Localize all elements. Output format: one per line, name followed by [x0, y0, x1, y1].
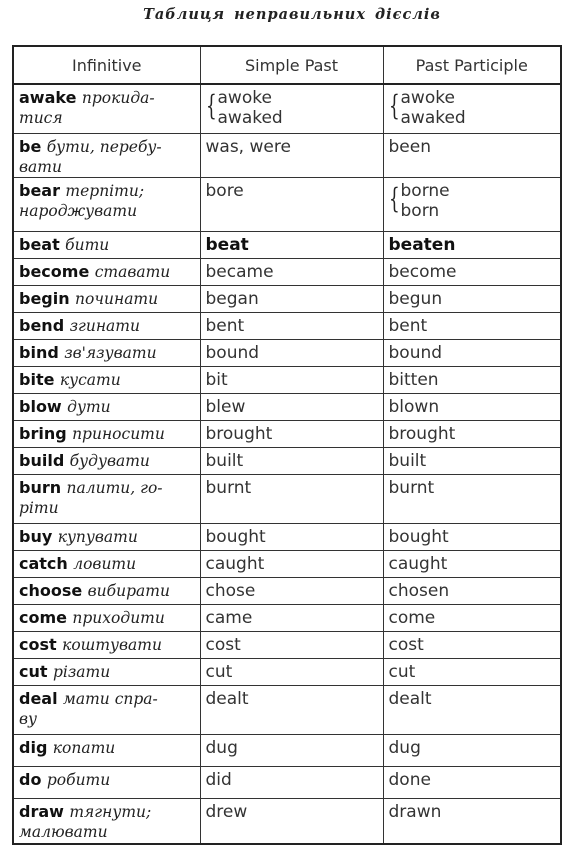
- verb-translation: починати: [75, 289, 159, 308]
- table-body: [14, 84, 560, 843]
- verb-infinitive: build: [19, 450, 65, 470]
- verb-translation-cont: ву: [19, 710, 38, 729]
- cell-simple-past: [200, 447, 383, 474]
- verb-form-variant: awoke: [400, 88, 455, 108]
- table-row: [14, 231, 560, 258]
- cell-past-participle: [383, 735, 560, 767]
- verb-form: burnt: [388, 477, 435, 498]
- verb-form: began: [205, 288, 259, 309]
- brace-glyph: {: [205, 89, 217, 122]
- cell-infinitive: [14, 420, 200, 447]
- verb-infinitive: bite: [19, 369, 55, 389]
- cell-past-participle: [383, 659, 560, 686]
- verb-infinitive: cost: [19, 635, 57, 655]
- cell-infinitive: [14, 133, 200, 177]
- table-row: [14, 632, 560, 659]
- cell-past-participle: [383, 551, 560, 578]
- cell-past-participle: [383, 285, 560, 312]
- verb-form: drawn: [388, 802, 442, 823]
- verb-translation: робити: [46, 771, 111, 790]
- verb-infinitive: choose: [19, 581, 83, 601]
- table-row: [14, 420, 560, 447]
- cell-simple-past: [200, 735, 383, 767]
- verb-translation: вибирати: [87, 582, 170, 601]
- cell-simple-past: [200, 177, 383, 231]
- verb-translation: ставати: [94, 262, 171, 281]
- irregular-verbs-table: [12, 45, 562, 845]
- verb-form: caught: [205, 554, 265, 575]
- cell-past-participle: [383, 799, 560, 843]
- verb-form: dug: [205, 738, 238, 759]
- verb-form-variant: born: [400, 200, 440, 221]
- verb-infinitive: become: [19, 261, 90, 281]
- verb-form-variant: awaked: [217, 108, 283, 128]
- cell-past-participle: [383, 578, 560, 605]
- verb-infinitive: cut: [19, 662, 48, 682]
- table-row: [14, 605, 560, 632]
- cell-infinitive: [14, 474, 200, 523]
- header-infinitive: Infinitive: [14, 47, 200, 84]
- table-row: [14, 524, 560, 551]
- verb-form: blown: [388, 396, 440, 417]
- cell-infinitive: [14, 84, 200, 133]
- cell-past-participle: [383, 312, 560, 339]
- verb-translation: приходити: [72, 609, 165, 628]
- verb-form-variant: borne: [400, 180, 450, 201]
- cell-simple-past: [200, 339, 383, 366]
- verb-form: came: [205, 608, 253, 629]
- cell-simple-past: [200, 258, 383, 285]
- cell-simple-past: [200, 474, 383, 523]
- cell-past-participle: [383, 258, 560, 285]
- verb-translation-cont: народжувати: [19, 201, 138, 220]
- verb-form: beat: [205, 234, 249, 255]
- verb-form: brought: [205, 423, 273, 444]
- cell-infinitive: [14, 366, 200, 393]
- verb-form: been: [388, 136, 431, 157]
- cell-infinitive: [14, 393, 200, 420]
- cell-infinitive: [14, 799, 200, 843]
- cell-past-participle: [383, 366, 560, 393]
- cell-infinitive: [14, 578, 200, 605]
- cell-infinitive: [14, 339, 200, 366]
- verb-translation: купувати: [57, 528, 138, 547]
- cell-infinitive: [14, 285, 200, 312]
- verb-form: brought: [388, 423, 456, 444]
- verb-infinitive: burn: [19, 477, 62, 497]
- verb-form: bit: [205, 369, 228, 390]
- cell-infinitive: [14, 447, 200, 474]
- table-row: [14, 393, 560, 420]
- verb-form: bore: [205, 180, 244, 201]
- table-row: [14, 366, 560, 393]
- cell-past-participle: [383, 339, 560, 366]
- verb-form: cut: [205, 662, 233, 683]
- header-row: [14, 47, 560, 84]
- verb-form: did: [205, 770, 232, 791]
- cell-infinitive: [14, 524, 200, 551]
- cell-infinitive: [14, 735, 200, 767]
- verb-form: beaten: [388, 234, 456, 255]
- table-row: [14, 659, 560, 686]
- table-row: [14, 474, 560, 523]
- verbs-table: [14, 47, 560, 843]
- verb-translation: копати: [52, 739, 116, 758]
- verb-form: dealt: [205, 689, 249, 710]
- table-row: [14, 735, 560, 767]
- cell-infinitive: [14, 231, 200, 258]
- verb-infinitive: draw: [19, 802, 64, 822]
- table-row: [14, 578, 560, 605]
- brace-glyph: {: [388, 89, 400, 122]
- table-row: [14, 799, 560, 843]
- cell-past-participle: [383, 767, 560, 799]
- verb-form: dealt: [388, 689, 432, 710]
- verb-translation: прокида-: [81, 89, 155, 107]
- cell-past-participle: [383, 686, 560, 735]
- verb-form: bent: [205, 315, 245, 336]
- verb-form: became: [205, 261, 274, 282]
- cell-past-participle: [383, 524, 560, 551]
- verb-form: done: [388, 770, 431, 791]
- cell-infinitive: [14, 551, 200, 578]
- cell-simple-past: [200, 133, 383, 177]
- verb-translation: кусати: [59, 370, 121, 389]
- cell-simple-past: [200, 285, 383, 312]
- table-row: [14, 285, 560, 312]
- verb-translation: терпіти;: [65, 181, 145, 200]
- verb-infinitive: bear: [19, 180, 60, 200]
- cell-simple-past: [200, 659, 383, 686]
- verb-form: chose: [205, 581, 256, 602]
- verb-form: bought: [388, 527, 449, 548]
- verb-translation: згинати: [69, 316, 140, 335]
- verb-form: become: [388, 261, 457, 282]
- verb-form-variant: awoke: [217, 88, 272, 108]
- verb-form: built: [388, 450, 427, 471]
- verb-form: dug: [388, 738, 421, 759]
- cell-infinitive: [14, 177, 200, 231]
- verb-infinitive: awake: [19, 88, 77, 107]
- cell-past-participle: [383, 447, 560, 474]
- verb-form: was, were: [205, 136, 291, 157]
- cell-infinitive: [14, 605, 200, 632]
- verb-translation: палити, го-: [66, 478, 163, 497]
- verb-form: cost: [388, 635, 424, 656]
- cell-simple-past: [200, 84, 383, 133]
- verb-form: burnt: [205, 477, 252, 498]
- cell-simple-past: [200, 686, 383, 735]
- cell-simple-past: [200, 767, 383, 799]
- verb-form: drew: [205, 802, 248, 823]
- cell-simple-past: [200, 231, 383, 258]
- verb-translation-cont: тися: [19, 109, 63, 127]
- verb-infinitive: bind: [19, 342, 59, 362]
- cell-simple-past: [200, 551, 383, 578]
- cell-infinitive: [14, 659, 200, 686]
- verb-form: cost: [205, 635, 241, 656]
- verb-infinitive: catch: [19, 554, 68, 574]
- verb-form: chosen: [388, 581, 450, 602]
- cell-past-participle: [383, 605, 560, 632]
- verb-form: begun: [388, 288, 443, 309]
- table-row: [14, 177, 560, 231]
- table-row: [14, 258, 560, 285]
- verb-form: bound: [205, 342, 260, 363]
- verb-translation-cont: малювати: [19, 823, 108, 842]
- verb-translation: різати: [52, 663, 111, 682]
- verb-form: bent: [388, 315, 428, 336]
- verb-translation-cont: ріти: [19, 498, 59, 517]
- verb-form: bitten: [388, 369, 439, 390]
- verb-form: come: [388, 608, 436, 629]
- cell-infinitive: [14, 312, 200, 339]
- verb-translation: ловити: [73, 555, 137, 574]
- cell-past-participle: [383, 84, 560, 133]
- cell-simple-past: [200, 420, 383, 447]
- cell-past-participle: [383, 231, 560, 258]
- cell-past-participle: [383, 177, 560, 231]
- table-row: [14, 312, 560, 339]
- verb-infinitive: do: [19, 770, 42, 790]
- verb-translation: тягнути;: [69, 803, 152, 822]
- verb-translation: дути: [67, 397, 111, 416]
- verb-form: bound: [388, 342, 443, 363]
- table-row: [14, 767, 560, 799]
- verb-infinitive: bring: [19, 423, 67, 443]
- table-row: [14, 133, 560, 177]
- header-simple-past: Simple Past: [200, 47, 383, 84]
- verb-form: bought: [205, 527, 266, 548]
- cell-infinitive: [14, 686, 200, 735]
- verb-form: caught: [388, 554, 448, 575]
- table-row: [14, 447, 560, 474]
- verb-form-variant: awaked: [400, 108, 466, 128]
- verb-translation: бути, перебу-: [46, 137, 162, 156]
- cell-simple-past: [200, 393, 383, 420]
- verb-translation: приносити: [72, 424, 165, 443]
- cell-infinitive: [14, 767, 200, 799]
- cell-past-participle: [383, 474, 560, 523]
- cell-simple-past: [200, 578, 383, 605]
- verb-form: blew: [205, 396, 246, 417]
- verb-infinitive: be: [19, 136, 42, 156]
- cell-simple-past: [200, 312, 383, 339]
- verb-infinitive: buy: [19, 527, 53, 547]
- cell-simple-past: [200, 605, 383, 632]
- verb-infinitive: dig: [19, 738, 48, 758]
- table-row: [14, 339, 560, 366]
- verb-translation-cont: вати: [19, 157, 62, 176]
- verb-infinitive: come: [19, 608, 67, 628]
- cell-past-participle: [383, 420, 560, 447]
- verb-form: built: [205, 450, 244, 471]
- verb-infinitive: beat: [19, 234, 60, 254]
- verb-form: cut: [388, 662, 416, 683]
- verb-translation: мати спра-: [63, 690, 158, 709]
- table-row: [14, 84, 560, 133]
- verb-translation: будувати: [69, 451, 150, 470]
- verb-translation: бити: [65, 235, 110, 254]
- cell-past-participle: [383, 393, 560, 420]
- verb-infinitive: deal: [19, 689, 58, 709]
- verb-infinitive: bend: [19, 315, 65, 335]
- cell-simple-past: [200, 632, 383, 659]
- cell-past-participle: [383, 632, 560, 659]
- table-row: [14, 686, 560, 735]
- brace-glyph: {: [388, 181, 400, 215]
- cell-simple-past: [200, 524, 383, 551]
- verb-translation: коштувати: [62, 636, 162, 655]
- cell-simple-past: [200, 366, 383, 393]
- header-past-participle: Past Participle: [383, 47, 560, 84]
- verb-infinitive: begin: [19, 288, 70, 308]
- page-title: Таблиця неправильних дієслів: [143, 6, 441, 23]
- cell-past-participle: [383, 133, 560, 177]
- cell-infinitive: [14, 258, 200, 285]
- cell-infinitive: [14, 632, 200, 659]
- table-row: [14, 551, 560, 578]
- cell-simple-past: [200, 799, 383, 843]
- verb-infinitive: blow: [19, 396, 62, 416]
- verb-translation: зв'язувати: [64, 343, 157, 362]
